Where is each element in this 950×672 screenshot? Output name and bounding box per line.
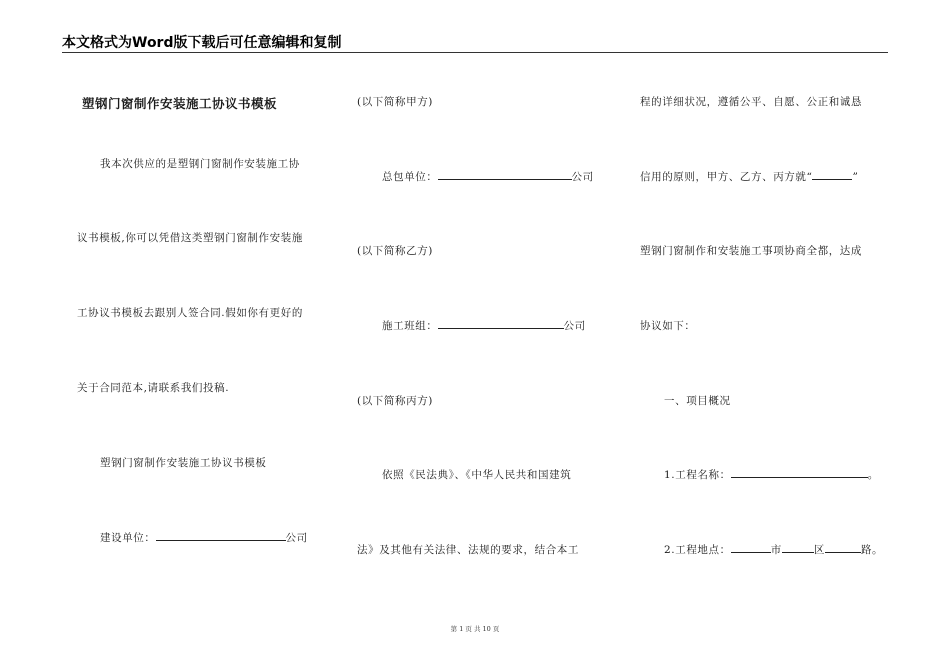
district-label: 区 xyxy=(813,544,825,556)
paragraph-line: 协议如下： xyxy=(640,320,696,332)
paragraph-line: 议书模板,你可以凭借这类塑钢门窗制作安装施 xyxy=(77,232,303,244)
project-blank[interactable] xyxy=(812,170,852,180)
road-blank[interactable] xyxy=(825,543,861,553)
contractor-line xyxy=(382,169,594,184)
project-name-label: 1.工程名称： xyxy=(664,469,731,481)
team-suffix: 公司 xyxy=(563,320,586,332)
paragraph-line: 工协议书模板去跟别人签合同.假如你有更好的 xyxy=(77,307,303,319)
project-name-suffix: 。 xyxy=(867,469,879,481)
paragraph-line: 我本次供应的是塑钢门窗制作安装施工协 xyxy=(100,158,300,170)
location-label: 2.工程地点： xyxy=(664,544,731,556)
district-blank[interactable] xyxy=(782,543,814,553)
section-heading: 一、项目概况 xyxy=(664,395,731,407)
document-title: 塑钢门窗制作安装施工协议书模板 xyxy=(82,96,278,111)
builder-line xyxy=(100,530,308,545)
contractor-blank[interactable] xyxy=(438,170,572,180)
paragraph-line: 关于合同范本,请联系我们投稿. xyxy=(77,382,230,394)
page-number: 第 1 页 共 10 页 xyxy=(450,625,500,633)
page-header: 本文格式为Word版下载后可任意编辑和复制 xyxy=(62,35,342,51)
paragraph-line: 依照《民法典》、《中华人民共和国建筑 xyxy=(382,469,572,481)
paragraph-line: 塑钢门窗制作和安装施工事项协商全都，达成 xyxy=(640,245,862,257)
paragraph-line xyxy=(640,169,858,184)
road-label: 路。 xyxy=(860,544,884,556)
contractor-label: 总包单位： xyxy=(382,171,438,183)
builder-label: 建设单位： xyxy=(100,532,156,544)
principle-suffix: ” xyxy=(852,171,859,183)
header-divider xyxy=(62,52,888,53)
builder-blank[interactable] xyxy=(156,531,286,541)
team-line xyxy=(382,318,586,333)
party-c-note: (以下简称丙方) xyxy=(357,395,433,407)
paragraph-line: 程的详细状况，遵循公平、自愿、公正和诚恳 xyxy=(640,96,862,108)
project-name-line xyxy=(664,467,879,482)
team-blank[interactable] xyxy=(438,319,564,329)
team-label: 施工班组： xyxy=(382,320,438,332)
paragraph-line: 法》及其他有关法律、法规的要求，结合本工 xyxy=(357,544,579,556)
project-name-blank[interactable] xyxy=(731,468,868,478)
builder-suffix: 公司 xyxy=(285,532,308,544)
project-location-line xyxy=(664,542,883,557)
contractor-suffix: 公司 xyxy=(571,171,594,183)
party-a-note: (以下简称甲方) xyxy=(357,96,433,108)
city-label: 市 xyxy=(770,544,782,556)
subtitle: 塑钢门窗制作安装施工协议书模板 xyxy=(100,457,267,469)
city-blank[interactable] xyxy=(731,543,771,553)
principle-prefix: 信用的原则，甲方、乙方、丙方就“ xyxy=(640,171,813,183)
party-b-note: (以下简称乙方) xyxy=(357,245,433,257)
